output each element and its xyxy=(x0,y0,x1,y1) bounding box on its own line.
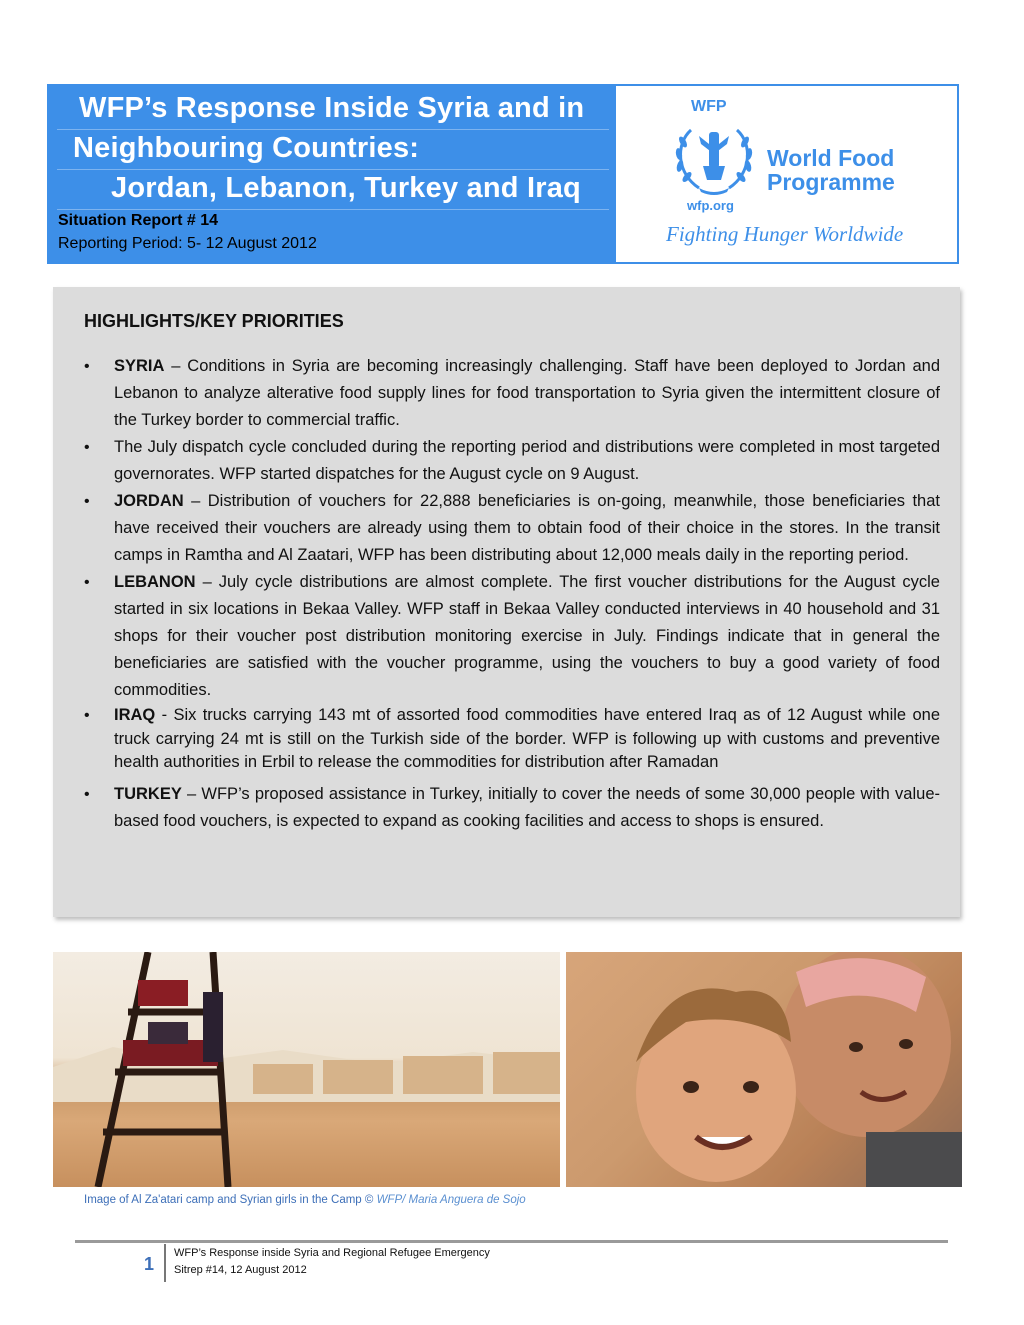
title-divider xyxy=(57,169,609,170)
report-title-line-3: Jordan, Lebanon, Turkey and Iraq xyxy=(111,172,581,204)
report-title-line-2: Neighbouring Countries: xyxy=(73,132,420,164)
bullet: • xyxy=(84,707,90,724)
footer-text xyxy=(174,1245,490,1279)
wfp-name-line-1: World Food xyxy=(767,145,895,171)
wfp-acronym: WFP xyxy=(691,98,727,115)
highlight-item-jordan xyxy=(84,488,940,569)
highlight-lead: TURKEY xyxy=(114,784,182,803)
highlight-lead: JORDAN xyxy=(114,492,184,510)
footer-rule xyxy=(75,1240,948,1243)
report-title-line-1: WFP’s Response Inside Syria and in xyxy=(79,92,585,124)
highlight-lead: LEBANON xyxy=(114,573,196,591)
page-number: 1 xyxy=(144,1254,155,1274)
title-divider xyxy=(57,209,609,210)
wfp-emblem-icon xyxy=(669,118,759,198)
highlight-text: The July dispatch cycle concluded during the reporting period and distributions were completed in most targeted governorates. WFP started dispatches for the August cycle on 9 August. xyxy=(114,438,940,483)
wfp-name-line-2: Programme xyxy=(767,169,895,195)
highlight-text: – Conditions in Syria are becoming increasingly challenging. Staff have been deployed to Jordan and Lebanon to analyze alterative food supply lines for food transportation to Syria given the intermittent closure of the Turkey border to commercial traffic. xyxy=(114,357,940,429)
highlight-text: – WFP’s proposed assistance in Turkey, initially to cover the needs of some 30,000 people with value-based food vouchers, is expected to expand as cooking facilities and access to shops is ensured. xyxy=(114,784,940,830)
wfp-tagline: Fighting Hunger Worldwide xyxy=(666,222,904,246)
photo-caption xyxy=(84,1194,526,1206)
highlight-item-dispatch xyxy=(84,434,940,488)
wfp-name xyxy=(767,146,895,194)
bullet: • xyxy=(84,493,90,510)
highlights-title: HIGHLIGHTS/KEY PRIORITIES xyxy=(84,311,344,331)
bullet: • xyxy=(84,785,90,803)
footer-divider xyxy=(164,1244,166,1282)
camp-scene-illustration xyxy=(53,952,560,1187)
situation-report-number: Situation Report # 14 xyxy=(58,212,219,229)
bullet: • xyxy=(84,439,90,456)
highlight-text: – Distribution of vouchers for 22,888 beneficiaries is on-going, meanwhile, those beneficiaries that have received their vouchers are already using them to obtain food of their choice in the stores. In the transit camps in Ramtha and Al Zaatari, WFP has been distributing about 12,000 meals daily in the reporting period. xyxy=(114,492,940,564)
wfp-website: wfp.org xyxy=(687,198,734,213)
photo-credit: WFP/ Maria Anguera de Sojo xyxy=(376,1194,526,1206)
title-panel xyxy=(49,86,615,262)
highlight-item-iraq xyxy=(84,704,940,775)
girls-portrait-illustration xyxy=(566,952,962,1187)
camp-photo xyxy=(53,952,560,1187)
highlight-item-turkey xyxy=(84,781,940,835)
highlight-item-syria xyxy=(84,353,940,434)
highlights-list xyxy=(84,353,940,835)
reporting-period: Reporting Period: 5- 12 August 2012 xyxy=(58,235,317,252)
title-divider xyxy=(57,129,609,130)
highlight-text: – July cycle distributions are almost complete. The first voucher distributions for the August cycle started in six locations in Bekaa Valley. WFP staff in Bekaa Valley conducted interviews in 40 household and 31 shops for their voucher post distribution monitoring exercise in July. Findings indicate that in general the beneficiaries are satisfied with the voucher programme, using the vouchers to buy a good variety of food commodities. xyxy=(114,573,940,699)
girls-photo xyxy=(566,952,962,1187)
bullet: • xyxy=(84,358,90,375)
highlight-lead: SYRIA xyxy=(114,357,165,375)
wfp-logo-panel xyxy=(621,86,957,262)
footer-line-2: Sitrep #14, 12 August 2012 xyxy=(174,1264,307,1276)
report-header xyxy=(47,84,959,264)
highlight-lead: IRAQ xyxy=(114,706,156,724)
highlight-text: - Six trucks carrying 143 mt of assorted food commodities have entered Iraq as of 12 August while one truck carrying 24 mt is still on the Turkish side of the border. WFP is following up with customs and preventive health authorities in Erbil to release the commodities for distribution after Ramadan xyxy=(114,706,940,771)
highlight-item-lebanon xyxy=(84,569,940,704)
caption-text: Image of Al Za'atari camp and Syrian girls in the Camp © xyxy=(84,1194,377,1206)
highlights-box xyxy=(53,287,960,917)
bullet: • xyxy=(84,574,90,591)
footer-line-1: WFP’s Response inside Syria and Regional Refugee Emergency xyxy=(174,1247,490,1259)
